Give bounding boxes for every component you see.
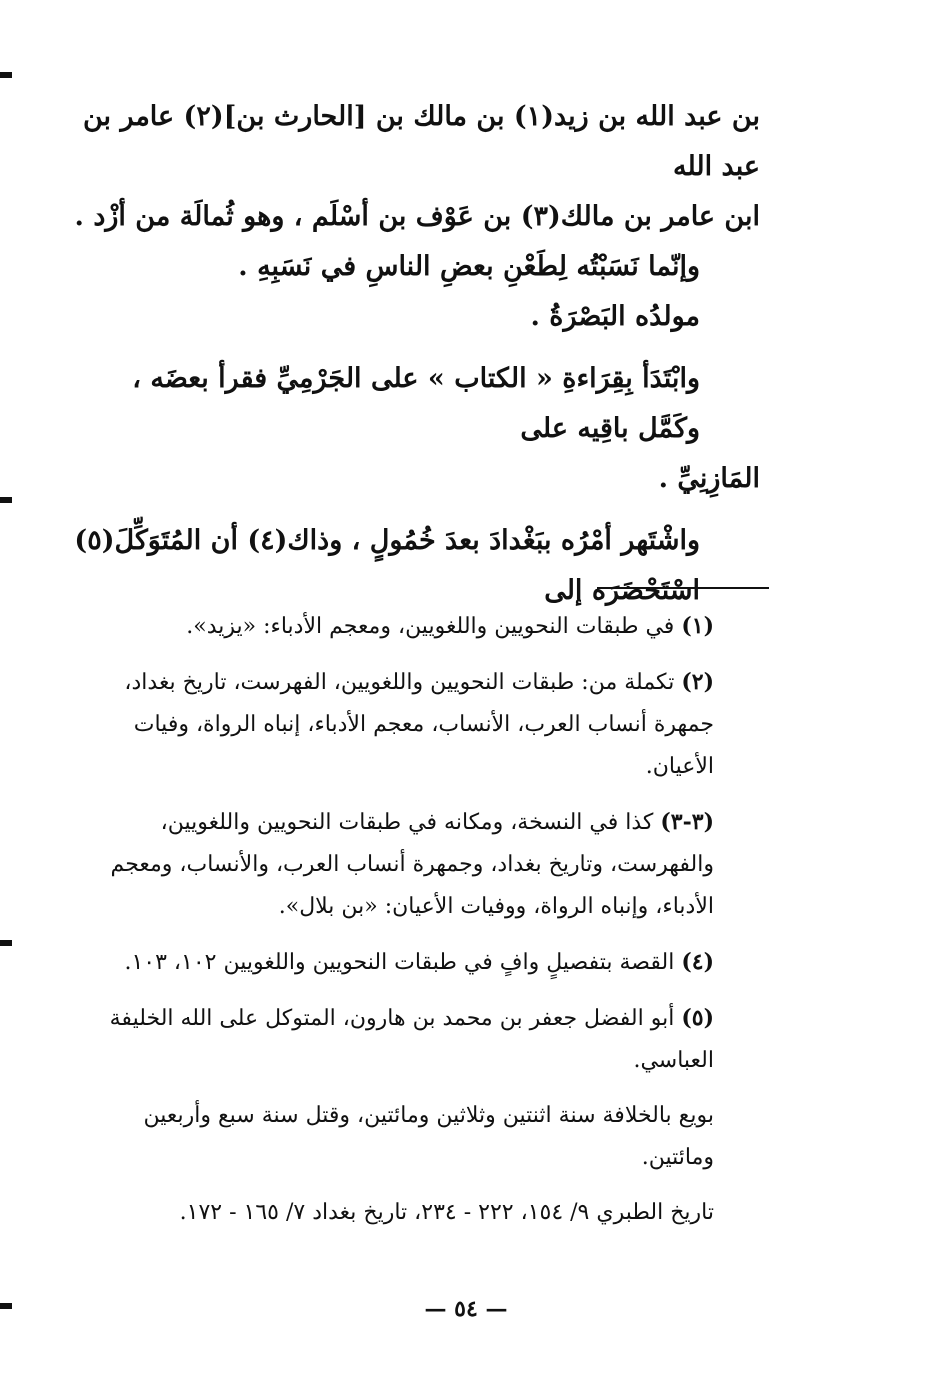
- body-line: مولدُه البَصْرَةُ .: [530, 301, 700, 332]
- main-body-text: [70, 92, 760, 616]
- scan-edge-mark: [0, 497, 12, 503]
- footnote-number: (٢): [681, 669, 714, 695]
- footnote-number: (١): [681, 613, 714, 639]
- footnote-1: [84, 605, 774, 648]
- footnote-number: (٣-٣): [660, 809, 714, 835]
- footnote-separator: [597, 587, 769, 589]
- footnote-5: [84, 997, 774, 1082]
- scan-edge-mark: [0, 72, 12, 78]
- body-line: المَازِنِيِّ .: [658, 463, 760, 494]
- scan-edge-mark: [0, 940, 12, 946]
- body-line: بن عبد الله بن زيد(١) بن مالك بن [الحارث بن](٢) عامر بن عبد الله: [82, 101, 760, 182]
- footnote-4: [84, 941, 774, 984]
- footnote-text: أبو الفضل جعفر بن محمد بن هارون، المتوكل على الله الخليفة العباسي.: [109, 1006, 714, 1073]
- footnote-text: تاريخ الطبري ٩/ ١٥٤، ٢٢٢ - ٢٣٤، تاريخ بغداد ٧/ ١٦٥ - ١٧٢.: [179, 1200, 714, 1225]
- footnote-number: (٤): [681, 949, 714, 975]
- footnote-2: [84, 661, 774, 788]
- footnote-number: (٥): [681, 1005, 714, 1031]
- body-line: ابن عامر بن مالك(٣) بن عَوْف بن أسْلَم ، وهو ثُمالَة من أزْد .: [74, 201, 760, 232]
- footnote-text: كذا في النسخة، ومكانه في طبقات النحويين واللغويين، والفهرست، وتاريخ بغداد، وجمهرة أنساب العرب، والأنساب، ومعجم الأدباء، وإنباه الرواة، ووفيات الأعيان: «بن بلال».: [110, 810, 714, 919]
- body-line: واشْتَهر أمْرُه ببَغْدادَ بعدَ خُمُولٍ ، وذاك(٤) أن المُتَوَكِّلَ(٥) اسْتَحْضَرَه إلى: [74, 525, 700, 606]
- footnote-5-continuation: [84, 1095, 774, 1179]
- page-number: — ٥٤ —: [424, 1296, 508, 1322]
- footnote-text: في طبقات النحويين واللغويين، ومعجم الأدباء: «يزيد».: [186, 614, 675, 639]
- body-line: وإنّما نَسَبْتُه لِطَعْنِ بعضِ الناسِ في نَسَبِهِ .: [238, 251, 700, 282]
- footnote-text: بويع بالخلافة سنة اثنتين وثلاثين ومائتين، وقتل سنة سبع وأربعين ومائتين.: [143, 1103, 714, 1170]
- footnote-5-references: [84, 1192, 774, 1234]
- footnotes-section: [84, 605, 774, 1247]
- footnote-text: تكملة من: طبقات النحويين واللغويين، الفهرست، تاريخ بغداد، جمهرة أنساب العرب، الأنساب، معجم الأدباء، إنباه الرواة، وفيات الأعيان.: [124, 670, 714, 779]
- footnote-text: القصة بتفصيلٍ وافٍ في طبقات النحويين واللغويين ١٠٢، ١٠٣.: [124, 950, 675, 975]
- footnote-3: [84, 801, 774, 928]
- body-line: وابْتَدَأ بِقِرَاءةِ « الكتاب » على الجَرْمِيِّ فقرأ بعضَه ، وكَمَّل باقِيه على: [132, 363, 700, 444]
